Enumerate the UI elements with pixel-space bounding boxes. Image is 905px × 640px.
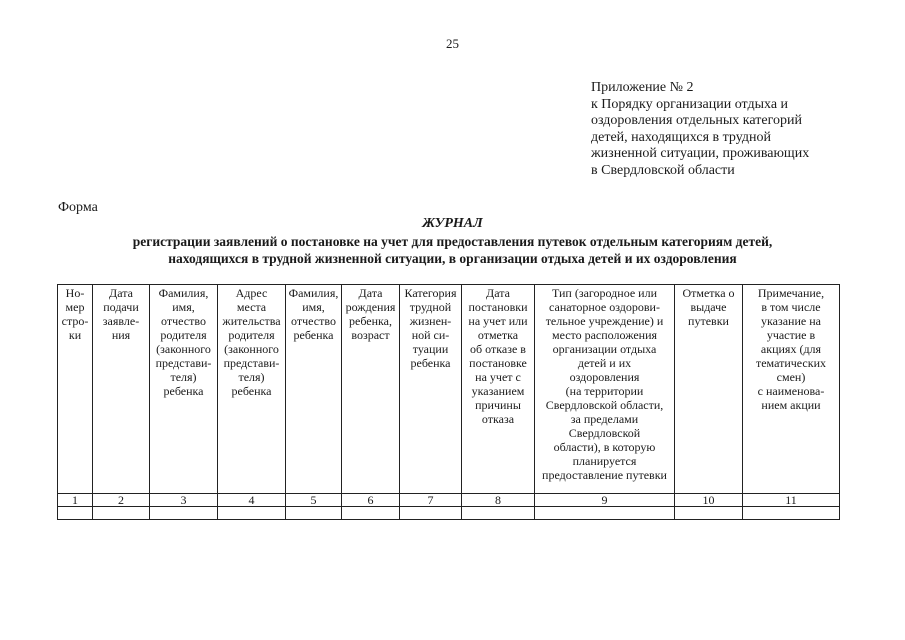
column-number: 5 — [286, 494, 342, 507]
table-cell — [286, 507, 342, 520]
column-header: Дата рождения ребенка, возраст — [342, 285, 400, 494]
column-number-row — [58, 494, 840, 507]
appendix-line: детей, находящихся в трудной — [591, 129, 771, 145]
page-number: 25 — [446, 36, 459, 51]
table-cell — [743, 507, 840, 520]
appendix-block — [591, 80, 809, 179]
subtitle-line: находящихся в трудной жизненной ситуации, в организации отдыха детей и их оздоровления — [168, 250, 737, 266]
column-number: 3 — [150, 494, 218, 507]
column-header: Категория трудной жизнен- ной си- туации ребенка — [400, 285, 462, 494]
column-number: 4 — [218, 494, 286, 507]
column-header: Дата постановки на учет или отметка об отказе в постановке на учет с указанием причины отказа — [462, 285, 535, 494]
table-cell — [462, 507, 535, 520]
column-number: 9 — [535, 494, 675, 507]
form-label: Форма — [58, 200, 98, 215]
column-header: Но- мер стро- ки — [58, 285, 93, 494]
table-cell — [150, 507, 218, 520]
column-header: Адрес места жительства родителя (законного представи- теля) ребенка — [218, 285, 286, 494]
table-cell — [58, 507, 93, 520]
column-header: Фамилия, имя, отчество родителя (законного представи- теля) ребенка — [150, 285, 218, 494]
table-cell — [342, 507, 400, 520]
column-number: 6 — [342, 494, 400, 507]
document-subtitle — [0, 234, 905, 267]
column-header: Примечание, в том числе указание на участие в акциях (для тематических смен) с наименова- нием акции — [743, 285, 840, 494]
column-header: Фамилия, имя, отчество ребенка — [286, 285, 342, 494]
appendix-line: оздоровления отдельных категорий — [591, 113, 802, 128]
column-number: 8 — [462, 494, 535, 507]
table-cell — [535, 507, 675, 520]
journal-table — [57, 284, 840, 520]
appendix-line: к Порядку организации отдыха и — [591, 96, 789, 112]
column-number: 11 — [743, 494, 840, 507]
table-cell — [675, 507, 743, 520]
table-header-row — [58, 285, 840, 494]
appendix-line: Приложение № 2 — [591, 80, 694, 95]
table-cell — [93, 507, 150, 520]
column-header: Дата подачи заявле- ния — [93, 285, 150, 494]
subtitle-line: регистрации заявлений о постановке на учет для предоставления путевок отдельным категориям детей, — [132, 234, 773, 249]
appendix-line: в Свердловской области — [591, 162, 735, 178]
column-number: 10 — [675, 494, 743, 507]
table-cell — [218, 507, 286, 520]
table-cell — [400, 507, 462, 520]
document-title: ЖУРНАЛ — [422, 216, 483, 231]
appendix-line: жизненной ситуации, проживающих — [591, 146, 810, 161]
table-row — [58, 507, 840, 520]
column-number: 7 — [400, 494, 462, 507]
column-header: Тип (загородное или санаторное оздорови- тельное учреждение) и место расположения организации отдыха детей и их оздоровления (на территории Свердловской области, за пределами Свердловской области), в которую планируется предоставление путевки — [535, 285, 675, 494]
column-number: 2 — [93, 494, 150, 507]
column-header: Отметка о выдаче путевки — [675, 285, 743, 494]
column-number: 1 — [58, 494, 93, 507]
